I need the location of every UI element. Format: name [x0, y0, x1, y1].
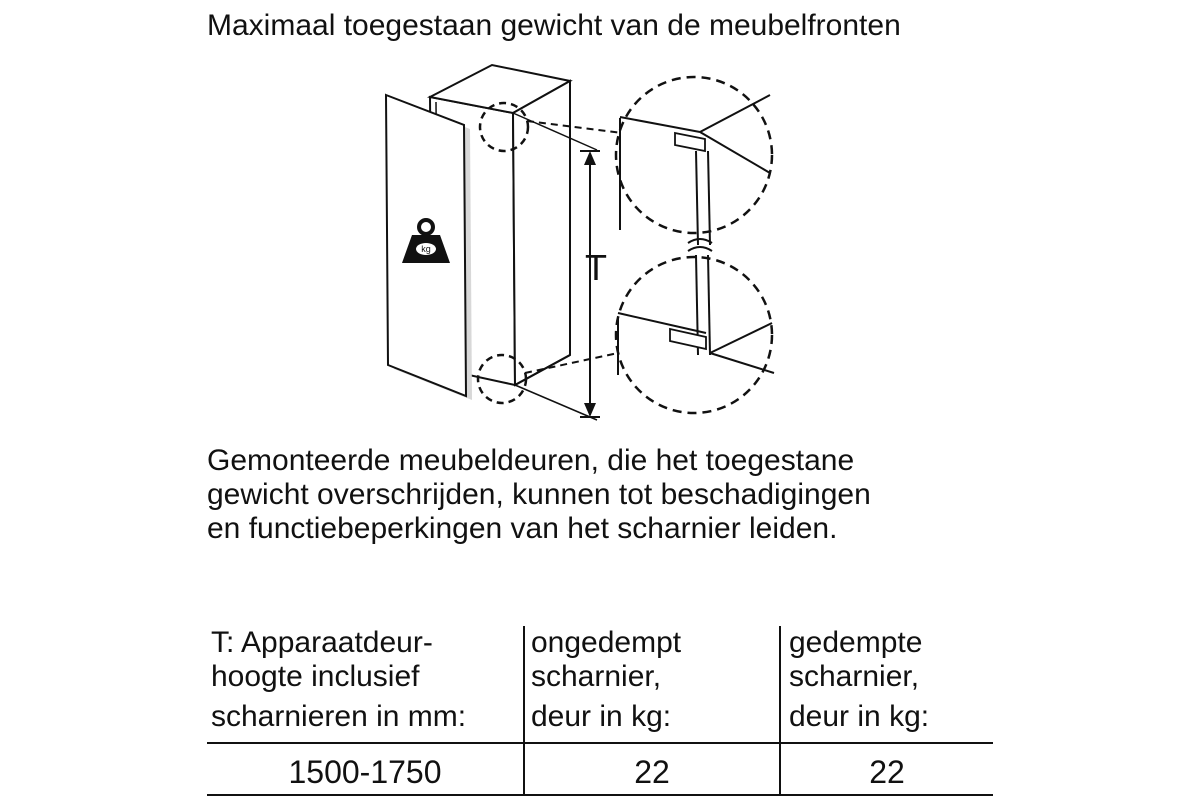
top-hinge-detail	[616, 77, 772, 245]
header-height-line-2: hoogte inclusief	[211, 660, 420, 693]
header-damped-line-2: scharnier,	[789, 660, 920, 693]
weight-label: kg	[421, 244, 431, 254]
header-damped	[789, 626, 929, 734]
dimension-label: T	[585, 247, 607, 288]
header-undamped-line-2: scharnier,	[531, 660, 662, 693]
warning-line-3: en functiebeperkingen van het scharnier leiden.	[207, 512, 838, 545]
header-height-line-3: scharnieren in mm:	[211, 700, 467, 733]
table-bottom-rule	[207, 794, 993, 796]
bottom-hinge-detail	[616, 255, 774, 413]
value-height: 1500-1750	[288, 754, 442, 790]
header-undamped-line-1: ongedempt	[531, 626, 682, 659]
header-undamped-line-3: deur in kg:	[531, 700, 672, 733]
header-damped-line-1: gedempte	[789, 626, 923, 659]
table-header-rule	[207, 742, 993, 744]
warning-line-2: gewicht overschrijden, kunnen tot beschadigingen	[207, 478, 871, 511]
header-undamped	[531, 626, 681, 734]
warning-line-1: Gemonteerde meubeldeuren, die het toegestane	[207, 444, 855, 477]
diagram-title: Maximaal toegestaan gewicht van de meubelfronten	[207, 9, 901, 42]
header-damped-line-3: deur in kg:	[789, 700, 930, 733]
appliance-diagram	[370, 55, 780, 425]
weight-table	[207, 626, 993, 796]
header-height	[211, 626, 466, 734]
value-damped: 22	[869, 754, 905, 790]
header-height-line-1: T: Apparaatdeur-	[211, 626, 433, 659]
break-symbol	[688, 239, 712, 251]
value-undamped: 22	[634, 754, 670, 790]
warning-text	[207, 444, 871, 546]
